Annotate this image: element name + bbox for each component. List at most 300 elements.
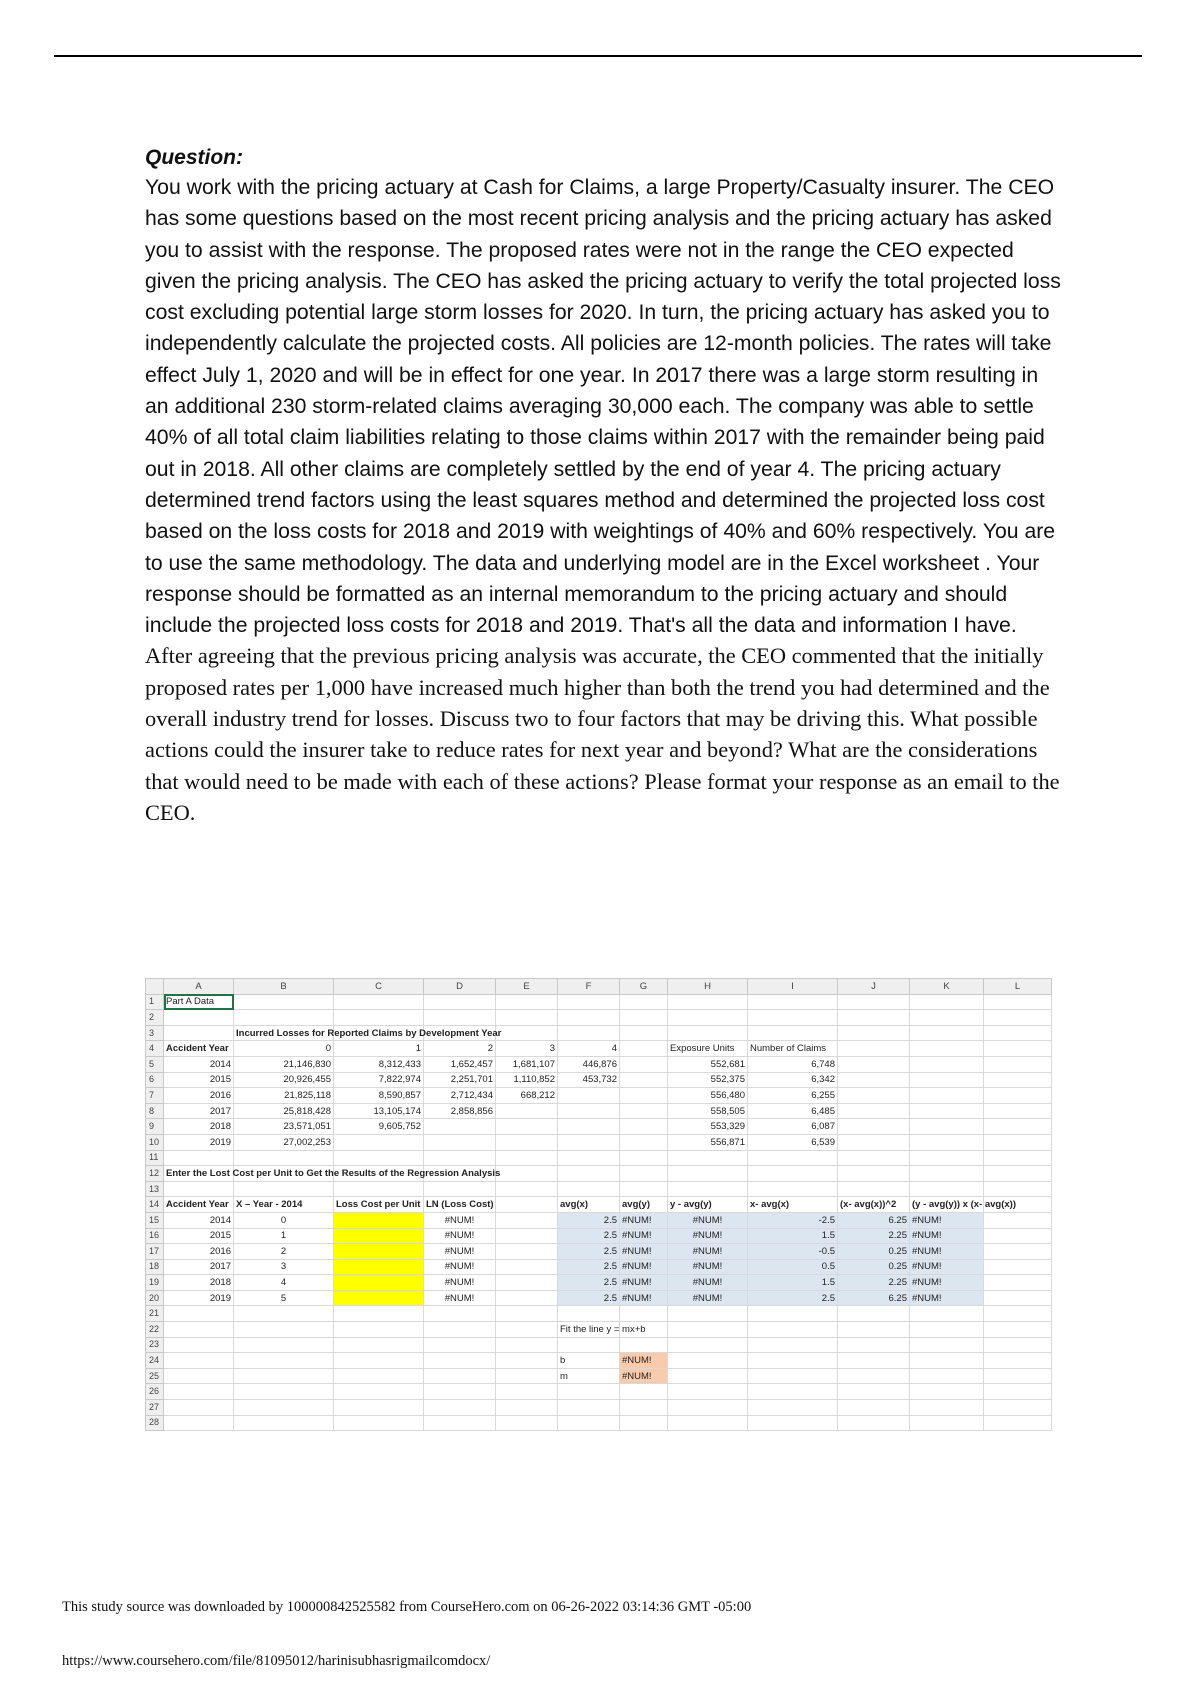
loss-cell[interactable]: 13,105,174 (334, 1103, 424, 1119)
sheet-cell[interactable] (164, 1306, 234, 1322)
sheet-cell[interactable] (984, 1306, 1052, 1322)
reg-header[interactable]: Loss Cost per Unit (334, 1197, 424, 1213)
accident-year-cell[interactable]: 2019 (164, 1134, 234, 1150)
sheet-cell[interactable] (838, 1072, 910, 1088)
dev-year-header[interactable]: 2 (424, 1041, 496, 1057)
loss-cell[interactable] (496, 1103, 558, 1119)
sheet-cell[interactable] (334, 1010, 424, 1026)
loss-cell[interactable] (558, 1134, 620, 1150)
sheet-cell[interactable] (620, 1166, 668, 1182)
sheet-cell[interactable] (620, 1056, 668, 1072)
sheet-cell[interactable] (748, 1025, 838, 1041)
sheet-cell[interactable] (984, 1275, 1052, 1291)
reg-ln-cell[interactable]: #NUM! (424, 1228, 496, 1244)
sheet-cell[interactable] (496, 1212, 558, 1228)
row-number[interactable]: 22 (146, 1322, 164, 1338)
sheet-cell[interactable] (424, 1306, 496, 1322)
sheet-cell[interactable] (748, 1322, 838, 1338)
sheet-cell[interactable] (424, 1368, 496, 1384)
col-header-a[interactable]: A (164, 979, 234, 995)
sheet-cell[interactable] (838, 994, 910, 1010)
loss-cell[interactable]: 20,926,455 (234, 1072, 334, 1088)
reg-ydev-cell[interactable]: #NUM! (668, 1244, 748, 1260)
fit-label-cell[interactable]: Fit the line y = mx+b (558, 1322, 620, 1338)
col-header-l[interactable]: L (984, 979, 1052, 995)
loss-cell[interactable]: 21,146,830 (234, 1056, 334, 1072)
sheet-cell[interactable] (984, 1103, 1052, 1119)
sheet-cell[interactable] (668, 1181, 748, 1197)
reg-header[interactable]: avg(x) (558, 1197, 620, 1213)
sheet-cell[interactable] (748, 1337, 838, 1353)
sheet-cell[interactable] (910, 1166, 984, 1182)
reg-ydev-cell[interactable]: #NUM! (668, 1212, 748, 1228)
sheet-cell[interactable] (668, 1150, 748, 1166)
exposure-cell[interactable]: 556,480 (668, 1088, 748, 1104)
accident-year-cell[interactable]: 2014 (164, 1056, 234, 1072)
sheet-cell[interactable] (620, 1384, 668, 1400)
sheet-cell[interactable] (910, 1010, 984, 1026)
sheet-cell[interactable] (620, 1306, 668, 1322)
part-label-cell[interactable]: Part A Data (164, 994, 234, 1010)
reg-prod-cell[interactable]: #NUM! (910, 1212, 984, 1228)
exposure-cell[interactable]: 552,375 (668, 1072, 748, 1088)
sheet-cell[interactable] (910, 1322, 984, 1338)
sheet-cell[interactable] (620, 1103, 668, 1119)
loss-cost-input-cell[interactable] (334, 1259, 424, 1275)
sheet-cell[interactable] (334, 1150, 424, 1166)
accident-year-cell[interactable]: 2018 (164, 1119, 234, 1135)
sheet-cell[interactable] (496, 1415, 558, 1431)
sheet-cell[interactable] (496, 994, 558, 1010)
reg-year-cell[interactable]: 2014 (164, 1212, 234, 1228)
sheet-cell[interactable] (334, 1368, 424, 1384)
m-label-cell[interactable]: m (558, 1368, 620, 1384)
reg-xdev-cell[interactable]: -0.5 (748, 1244, 838, 1260)
loss-cell[interactable] (424, 1119, 496, 1135)
loss-cost-input-cell[interactable] (334, 1228, 424, 1244)
loss-cell[interactable]: 2,251,701 (424, 1072, 496, 1088)
sheet-cell[interactable] (234, 1010, 334, 1026)
reg-header[interactable]: LN (Loss Cost) (424, 1197, 496, 1213)
row-number[interactable]: 21 (146, 1306, 164, 1322)
loss-cell[interactable]: 9,605,752 (334, 1119, 424, 1135)
sheet-cell[interactable] (838, 1056, 910, 1072)
sheet-cell[interactable] (984, 1181, 1052, 1197)
col-header-d[interactable]: D (424, 979, 496, 995)
m-value-cell[interactable]: #NUM! (620, 1368, 668, 1384)
sheet-cell[interactable] (558, 1181, 620, 1197)
col-header-h[interactable]: H (668, 979, 748, 995)
reg-avgx-cell[interactable]: 2.5 (558, 1244, 620, 1260)
exposure-cell[interactable]: 552,681 (668, 1056, 748, 1072)
sheet-cell[interactable] (334, 994, 424, 1010)
sheet-cell[interactable] (984, 1119, 1052, 1135)
loss-cell[interactable]: 1,681,107 (496, 1056, 558, 1072)
reg-avgx-cell[interactable]: 2.5 (558, 1212, 620, 1228)
accident-year-cell[interactable]: 2016 (164, 1088, 234, 1104)
sheet-cell[interactable] (910, 1041, 984, 1057)
sheet-cell[interactable] (496, 1197, 558, 1213)
col-header-c[interactable]: C (334, 979, 424, 995)
sheet-cell[interactable] (838, 1150, 910, 1166)
claims-cell[interactable]: 6,539 (748, 1134, 838, 1150)
sheet-cell[interactable] (984, 994, 1052, 1010)
sheet-cell[interactable] (164, 1150, 234, 1166)
sheet-cell[interactable] (496, 1368, 558, 1384)
sheet-cell[interactable] (984, 1228, 1052, 1244)
row-number[interactable]: 23 (146, 1337, 164, 1353)
exposure-header[interactable]: Exposure Units (668, 1041, 748, 1057)
sheet-cell[interactable] (838, 1415, 910, 1431)
sheet-cell[interactable] (234, 1181, 334, 1197)
sheet-cell[interactable] (620, 1150, 668, 1166)
sheet-cell[interactable] (496, 1259, 558, 1275)
row-number[interactable]: 18 (146, 1259, 164, 1275)
sheet-cell[interactable] (334, 1400, 424, 1416)
sheet-cell[interactable] (668, 1415, 748, 1431)
sheet-cell[interactable] (424, 1337, 496, 1353)
dev-year-header[interactable]: 4 (558, 1041, 620, 1057)
claims-cell[interactable]: 6,342 (748, 1072, 838, 1088)
sheet-cell[interactable] (838, 1134, 910, 1150)
reg-avgy-cell[interactable]: #NUM! (620, 1290, 668, 1306)
sheet-cell[interactable] (334, 1322, 424, 1338)
accident-year-cell[interactable]: 2017 (164, 1103, 234, 1119)
sheet-cell[interactable] (620, 1010, 668, 1026)
sheet-cell[interactable] (558, 994, 620, 1010)
col-header-i[interactable]: I (748, 979, 838, 995)
exposure-cell[interactable]: 558,505 (668, 1103, 748, 1119)
sheet-cell[interactable] (496, 1275, 558, 1291)
sheet-cell[interactable] (424, 1384, 496, 1400)
row-number[interactable]: 26 (146, 1384, 164, 1400)
reg-prod-cell[interactable]: #NUM! (910, 1290, 984, 1306)
loss-cost-input-cell[interactable] (334, 1212, 424, 1228)
sheet-cell[interactable] (234, 1353, 334, 1369)
sheet-cell[interactable] (496, 1306, 558, 1322)
sheet-cell[interactable] (748, 1166, 838, 1182)
loss-cell[interactable]: 25,818,428 (234, 1103, 334, 1119)
sheet-cell[interactable] (334, 1353, 424, 1369)
sheet-cell[interactable] (748, 1400, 838, 1416)
sheet-cell[interactable] (558, 1400, 620, 1416)
sheet-cell[interactable] (748, 994, 838, 1010)
reg-header[interactable]: avg(y) (620, 1197, 668, 1213)
reg-ln-cell[interactable]: #NUM! (424, 1290, 496, 1306)
row-number[interactable]: 4 (146, 1041, 164, 1057)
sheet-cell[interactable] (838, 1306, 910, 1322)
reg-ydev-cell[interactable]: #NUM! (668, 1290, 748, 1306)
claims-cell[interactable]: 6,087 (748, 1119, 838, 1135)
sheet-cell[interactable] (984, 1384, 1052, 1400)
reg-ln-cell[interactable]: #NUM! (424, 1275, 496, 1291)
row-number[interactable]: 1 (146, 994, 164, 1010)
sheet-cell[interactable] (558, 1025, 620, 1041)
loss-cell[interactable]: 7,822,974 (334, 1072, 424, 1088)
sheet-cell[interactable] (748, 1181, 838, 1197)
sheet-cell[interactable] (910, 1368, 984, 1384)
sheet-cell[interactable] (496, 1384, 558, 1400)
claims-cell[interactable]: 6,255 (748, 1088, 838, 1104)
sheet-cell[interactable] (496, 1290, 558, 1306)
sheet-cell[interactable] (910, 1119, 984, 1135)
reg-xdev-cell[interactable]: 2.5 (748, 1290, 838, 1306)
reg-x-cell[interactable]: 4 (234, 1275, 334, 1291)
reg-ydev-cell[interactable]: #NUM! (668, 1259, 748, 1275)
sheet-cell[interactable] (668, 994, 748, 1010)
sheet-cell[interactable] (496, 1353, 558, 1369)
sheet-cell[interactable] (838, 1010, 910, 1026)
sheet-cell[interactable] (748, 1353, 838, 1369)
col-header-k[interactable]: K (910, 979, 984, 995)
col-header-g[interactable]: G (620, 979, 668, 995)
sheet-cell[interactable] (558, 1415, 620, 1431)
sheet-cell[interactable] (984, 1415, 1052, 1431)
reg-avgy-cell[interactable]: #NUM! (620, 1212, 668, 1228)
sheet-cell[interactable] (164, 1384, 234, 1400)
row-number[interactable]: 8 (146, 1103, 164, 1119)
reg-avgx-cell[interactable]: 2.5 (558, 1290, 620, 1306)
sheet-cell[interactable] (984, 1353, 1052, 1369)
row-number[interactable]: 27 (146, 1400, 164, 1416)
sheet-cell[interactable] (620, 1119, 668, 1135)
sheet-cell[interactable] (910, 1150, 984, 1166)
sheet-cell[interactable] (984, 1337, 1052, 1353)
reg-xsq-cell[interactable]: 6.25 (838, 1212, 910, 1228)
sheet-cell[interactable] (164, 1337, 234, 1353)
sheet-cell[interactable] (558, 1150, 620, 1166)
sheet-cell[interactable] (334, 1384, 424, 1400)
sheet-cell[interactable] (164, 1322, 234, 1338)
sheet-cell[interactable] (838, 1337, 910, 1353)
reg-header[interactable]: (x- avg(x))^2 (838, 1197, 910, 1213)
row-number[interactable]: 2 (146, 1010, 164, 1026)
sheet-cell[interactable] (668, 1322, 748, 1338)
sheet-cell[interactable] (668, 1306, 748, 1322)
reg-prod-cell[interactable]: #NUM! (910, 1275, 984, 1291)
sheet-cell[interactable] (424, 994, 496, 1010)
loss-cell[interactable] (558, 1103, 620, 1119)
reg-avgx-cell[interactable]: 2.5 (558, 1259, 620, 1275)
reg-year-cell[interactable]: 2017 (164, 1259, 234, 1275)
sheet-cell[interactable] (984, 1056, 1052, 1072)
row-number[interactable]: 24 (146, 1353, 164, 1369)
sheet-cell[interactable] (748, 1010, 838, 1026)
sheet-cell[interactable] (984, 1259, 1052, 1275)
sheet-cell[interactable] (496, 1166, 558, 1182)
reg-xdev-cell[interactable]: 0.5 (748, 1259, 838, 1275)
accident-year-cell[interactable]: 2015 (164, 1072, 234, 1088)
reg-header[interactable]: y - avg(y) (668, 1197, 748, 1213)
sheet-cell[interactable] (838, 1088, 910, 1104)
row-number[interactable]: 13 (146, 1181, 164, 1197)
loss-cell[interactable] (558, 1088, 620, 1104)
sheet-cell[interactable] (838, 1041, 910, 1057)
row-number[interactable]: 7 (146, 1088, 164, 1104)
loss-cost-input-cell[interactable] (334, 1244, 424, 1260)
sheet-cell[interactable] (668, 1166, 748, 1182)
loss-cell[interactable]: 668,212 (496, 1088, 558, 1104)
row-number[interactable]: 11 (146, 1150, 164, 1166)
sheet-cell[interactable] (984, 1244, 1052, 1260)
row-number[interactable]: 20 (146, 1290, 164, 1306)
reg-xdev-cell[interactable]: 1.5 (748, 1228, 838, 1244)
row-number[interactable]: 9 (146, 1119, 164, 1135)
sheet-cell[interactable] (910, 1134, 984, 1150)
select-all-corner[interactable] (146, 979, 164, 995)
sheet-cell[interactable] (984, 1400, 1052, 1416)
reg-avgy-cell[interactable]: #NUM! (620, 1275, 668, 1291)
sheet-cell[interactable] (334, 1337, 424, 1353)
sheet-cell[interactable] (910, 1088, 984, 1104)
sheet-cell[interactable] (838, 1119, 910, 1135)
loss-cell[interactable]: 8,590,857 (334, 1088, 424, 1104)
col-header-e[interactable]: E (496, 979, 558, 995)
dev-year-header[interactable]: 0 (234, 1041, 334, 1057)
sheet-cell[interactable] (620, 1088, 668, 1104)
reg-xsq-cell[interactable]: 2.25 (838, 1228, 910, 1244)
reg-ln-cell[interactable]: #NUM! (424, 1259, 496, 1275)
sheet-cell[interactable] (838, 1384, 910, 1400)
reg-avgx-cell[interactable]: 2.5 (558, 1275, 620, 1291)
loss-cell[interactable]: 8,312,433 (334, 1056, 424, 1072)
sheet-cell[interactable] (424, 1353, 496, 1369)
sheet-cell[interactable] (496, 1025, 558, 1041)
sheet-cell[interactable] (164, 1010, 234, 1026)
row-number[interactable]: 17 (146, 1244, 164, 1260)
sheet-cell[interactable] (496, 1400, 558, 1416)
loss-cell[interactable]: 1,652,457 (424, 1056, 496, 1072)
loss-cell[interactable] (496, 1119, 558, 1135)
sheet-cell[interactable] (234, 1337, 334, 1353)
reg-year-cell[interactable]: 2018 (164, 1275, 234, 1291)
sheet-cell[interactable] (984, 1010, 1052, 1026)
sheet-cell[interactable] (234, 1400, 334, 1416)
reg-header[interactable]: X – Year - 2014 (234, 1197, 334, 1213)
claims-cell[interactable]: 6,485 (748, 1103, 838, 1119)
sheet-cell[interactable] (668, 1010, 748, 1026)
row-number[interactable]: 14 (146, 1197, 164, 1213)
reg-ydev-cell[interactable]: #NUM! (668, 1228, 748, 1244)
source-url[interactable]: https://www.coursehero.com/file/81095012/harinisubhasrigmailcomdocx/ (62, 1653, 491, 1669)
sheet-cell[interactable] (620, 1041, 668, 1057)
reg-x-cell[interactable]: 0 (234, 1212, 334, 1228)
reg-x-cell[interactable]: 1 (234, 1228, 334, 1244)
sheet-cell[interactable] (424, 1400, 496, 1416)
sheet-cell[interactable] (424, 1150, 496, 1166)
reg-year-cell[interactable]: 2019 (164, 1290, 234, 1306)
reg-prod-cell[interactable]: #NUM! (910, 1259, 984, 1275)
reg-xsq-cell[interactable]: 6.25 (838, 1290, 910, 1306)
sheet-cell[interactable] (838, 1353, 910, 1369)
sheet-cell[interactable] (234, 1322, 334, 1338)
claims-cell[interactable]: 6,748 (748, 1056, 838, 1072)
sheet-cell[interactable] (984, 1368, 1052, 1384)
sheet-cell[interactable] (838, 1368, 910, 1384)
reg-xsq-cell[interactable]: 0.25 (838, 1244, 910, 1260)
sheet-cell[interactable] (748, 1384, 838, 1400)
dev-year-header[interactable]: 3 (496, 1041, 558, 1057)
loss-cell[interactable]: 2,858,856 (424, 1103, 496, 1119)
exposure-cell[interactable]: 553,329 (668, 1119, 748, 1135)
sheet-cell[interactable] (748, 1415, 838, 1431)
sheet-cell[interactable] (620, 994, 668, 1010)
row-number[interactable]: 6 (146, 1072, 164, 1088)
sheet-cell[interactable] (984, 1150, 1052, 1166)
sheet-cell[interactable] (910, 1415, 984, 1431)
row-number[interactable]: 12 (146, 1166, 164, 1182)
sheet-cell[interactable] (984, 1041, 1052, 1057)
loss-cell[interactable] (558, 1119, 620, 1135)
row-number[interactable]: 15 (146, 1212, 164, 1228)
sheet-cell[interactable] (558, 1384, 620, 1400)
sheet-cell[interactable] (838, 1025, 910, 1041)
loss-cell[interactable]: 2,712,434 (424, 1088, 496, 1104)
row-number[interactable]: 3 (146, 1025, 164, 1041)
reg-prod-cell[interactable]: #NUM! (910, 1244, 984, 1260)
sheet-cell[interactable] (620, 1400, 668, 1416)
sheet-cell[interactable] (748, 1306, 838, 1322)
sheet-cell[interactable] (164, 1353, 234, 1369)
sheet-cell[interactable] (748, 1150, 838, 1166)
col-header-j[interactable]: J (838, 979, 910, 995)
sheet-cell[interactable] (910, 1384, 984, 1400)
sheet-cell[interactable] (668, 1384, 748, 1400)
loss-cost-input-cell[interactable] (334, 1275, 424, 1291)
sheet-cell[interactable] (234, 994, 334, 1010)
row-number[interactable]: 5 (146, 1056, 164, 1072)
sheet-cell[interactable] (668, 1337, 748, 1353)
sheet-cell[interactable] (984, 1025, 1052, 1041)
reg-prod-cell[interactable]: #NUM! (910, 1228, 984, 1244)
sheet-cell[interactable] (910, 1025, 984, 1041)
reg-ydev-cell[interactable]: #NUM! (668, 1275, 748, 1291)
row-number[interactable]: 25 (146, 1368, 164, 1384)
sheet-cell[interactable] (164, 1415, 234, 1431)
sheet-cell[interactable] (558, 1010, 620, 1026)
reg-ln-cell[interactable]: #NUM! (424, 1212, 496, 1228)
sheet-cell[interactable] (424, 1010, 496, 1026)
loss-cell[interactable] (496, 1134, 558, 1150)
sheet-cell[interactable] (334, 1415, 424, 1431)
sheet-cell[interactable] (234, 1415, 334, 1431)
loss-cost-input-cell[interactable] (334, 1290, 424, 1306)
sheet-cell[interactable] (838, 1166, 910, 1182)
sheet-cell[interactable] (496, 1150, 558, 1166)
sheet-cell[interactable] (496, 1010, 558, 1026)
sheet-cell[interactable] (164, 1400, 234, 1416)
loss-cell[interactable]: 1,110,852 (496, 1072, 558, 1088)
reg-year-cell[interactable]: 2016 (164, 1244, 234, 1260)
reg-avgy-cell[interactable]: #NUM! (620, 1244, 668, 1260)
sheet-cell[interactable] (234, 1368, 334, 1384)
reg-xsq-cell[interactable]: 2.25 (838, 1275, 910, 1291)
sheet-cell[interactable] (164, 1025, 234, 1041)
sheet-cell[interactable] (620, 1072, 668, 1088)
sheet-cell[interactable] (910, 1337, 984, 1353)
reg-x-cell[interactable]: 2 (234, 1244, 334, 1260)
sheet-cell[interactable] (334, 1306, 424, 1322)
sheet-cell[interactable] (668, 1400, 748, 1416)
reg-xdev-cell[interactable]: -2.5 (748, 1212, 838, 1228)
sheet-cell[interactable] (620, 1181, 668, 1197)
dev-year-header[interactable]: 1 (334, 1041, 424, 1057)
reg-year-cell[interactable]: 2015 (164, 1228, 234, 1244)
reg-ln-cell[interactable]: #NUM! (424, 1244, 496, 1260)
sheet-cell[interactable] (910, 1103, 984, 1119)
b-value-cell[interactable]: #NUM! (620, 1353, 668, 1369)
claims-header[interactable]: Number of Claims (748, 1041, 838, 1057)
